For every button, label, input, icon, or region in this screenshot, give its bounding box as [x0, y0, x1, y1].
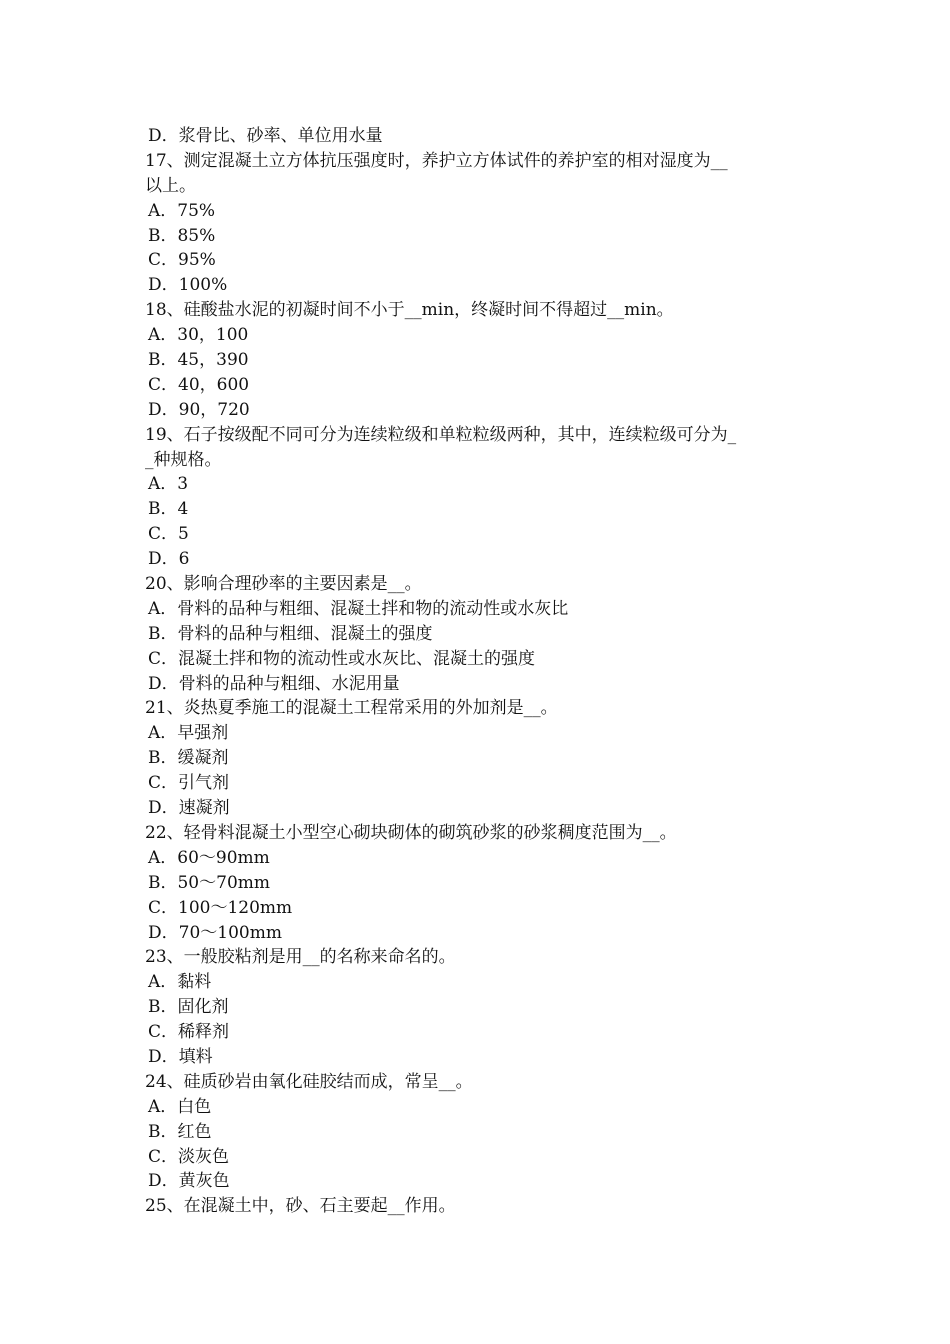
- option-line: C．淡灰色: [148, 1146, 230, 1167]
- option-line: C．100～120mm: [148, 897, 293, 918]
- question-line: 23、一般胶粘剂是用__的名称来命名的。: [145, 947, 456, 968]
- option-line: D．70～100mm: [148, 922, 282, 943]
- option-line: A．骨料的品种与粗细、混凝土拌和物的流动性或水灰比: [148, 598, 569, 619]
- option-line: A．30，100: [148, 325, 249, 346]
- option-line: B．4: [148, 499, 189, 520]
- exam-text-body: [145, 124, 815, 1219]
- option-line: D．骨料的品种与粗细、水泥用量: [148, 673, 400, 694]
- question-line: 17、测定混凝土立方体抗压强度时，养护立方体试件的养护室的相对湿度为__: [145, 150, 728, 171]
- option-line: C．混凝土拌和物的流动性或水灰比、混凝土的强度: [148, 648, 536, 669]
- question-line: 18、硅酸盐水泥的初凝时间不小于__min，终凝时间不得超过__min。: [145, 300, 674, 321]
- question-line: 19、石子按级配不同可分为连续粒级和单粒粒级两种，其中，连续粒级可分为_: [145, 424, 737, 445]
- option-line: A．白色: [148, 1096, 212, 1117]
- option-line: A．3: [148, 474, 189, 495]
- option-line: A．60～90mm: [148, 847, 270, 868]
- option-line: A．早强剂: [148, 723, 229, 744]
- question-line: 以上。: [145, 175, 196, 196]
- option-line: D．浆骨比、砂率、单位用水量: [148, 126, 383, 146]
- option-line: B．骨料的品种与粗细、混凝土的强度: [148, 623, 433, 644]
- option-line: D．填料: [148, 1046, 213, 1067]
- option-line: A．75%: [148, 200, 216, 221]
- option-line: D．90，720: [148, 399, 250, 420]
- option-line: B．85%: [148, 225, 216, 246]
- question-line: 20、影响合理砂率的主要因素是__。: [145, 574, 422, 595]
- question-line: 25、在混凝土中，砂、石主要起__作用。: [145, 1196, 456, 1217]
- option-line: C．稀释剂: [148, 1022, 230, 1043]
- question-line: 24、硅质砂岩由氧化硅胶结而成，常呈__。: [145, 1071, 473, 1092]
- question-line: 22、轻骨料混凝土小型空心砌块砌体的砌筑砂浆的砂浆稠度范围为__。: [145, 822, 677, 843]
- option-line: C．引气剂: [148, 773, 230, 794]
- option-line: B．50～70mm: [148, 872, 270, 893]
- option-line: C．5: [148, 524, 189, 545]
- option-line: C．40，600: [148, 374, 250, 395]
- option-line: D．黄灰色: [148, 1171, 230, 1192]
- option-line: B．红色: [148, 1121, 212, 1142]
- option-line: D．6: [148, 549, 190, 570]
- option-line: B．缓凝剂: [148, 748, 229, 769]
- option-line: A．黏料: [148, 972, 212, 993]
- option-line: C．95%: [148, 250, 216, 271]
- question-line: _种规格。: [145, 449, 222, 470]
- question-line: 21、炎热夏季施工的混凝土工程常采用的外加剂是__。: [145, 698, 558, 719]
- option-line: B．45，390: [148, 350, 249, 371]
- option-line: D．速凝剂: [148, 798, 230, 819]
- option-line: B．固化剂: [148, 997, 229, 1018]
- option-line: D．100%: [148, 275, 228, 296]
